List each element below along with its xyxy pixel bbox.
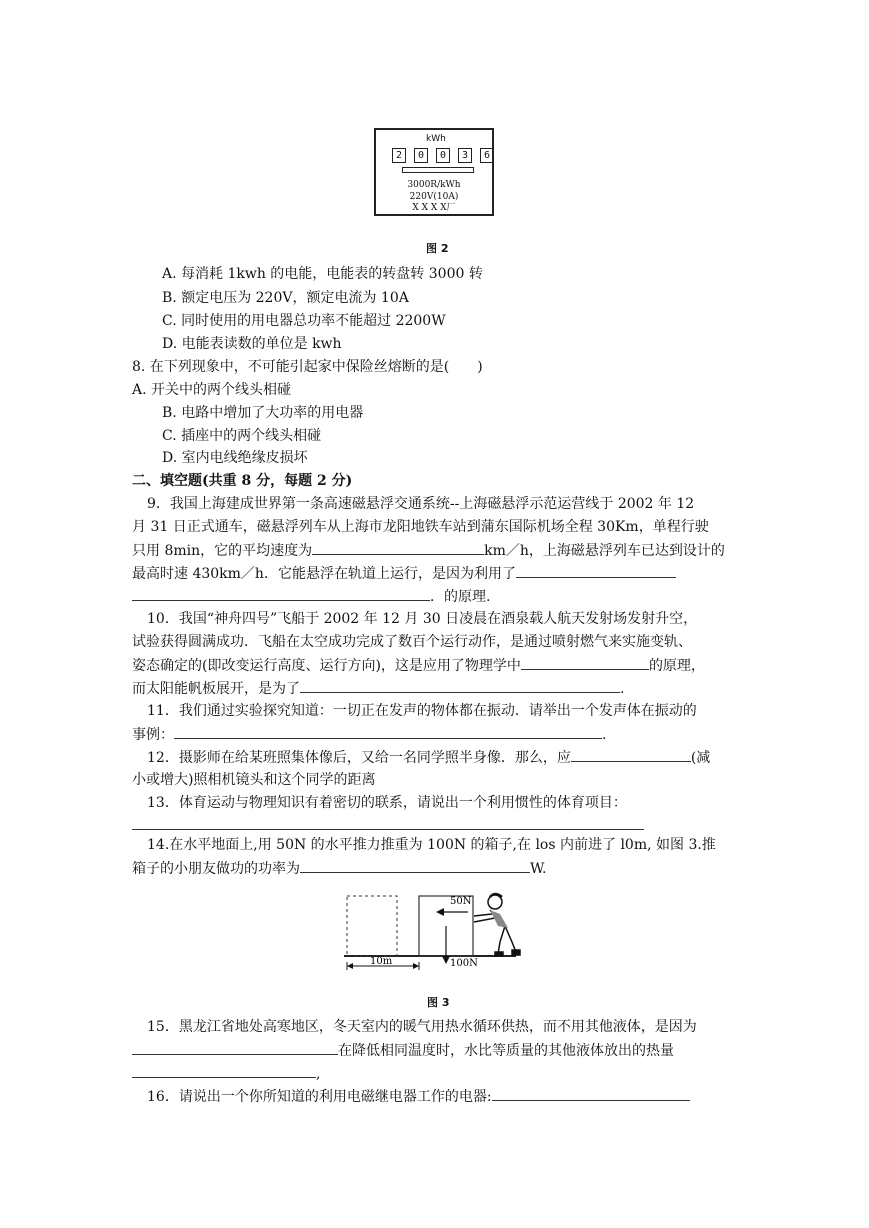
q8-option-d: D. 室内电线绝缘皮损坏	[162, 450, 308, 466]
q15-line-2	[132, 1040, 674, 1061]
force-arrow-icon	[436, 908, 444, 916]
q14-line-1: 14.在水平地面上,用 50N 的水平推力推重为 100N 的箱子,在 los 内前进了 l0m, 如图 3.推	[147, 837, 716, 853]
figure-2-caption: 图 2	[426, 242, 449, 255]
meter-spec-revolutions: 3000R/kWh	[407, 180, 461, 190]
initial-box-outline	[347, 896, 397, 956]
q9-line-4-text: 最高时速 430km／h．它能悬浮在轨道上运行，是因为利用了	[132, 566, 516, 582]
meter-digit: 0	[436, 148, 450, 163]
q8-option-a: A. 开关中的两个线头相碰	[132, 382, 292, 398]
distance-label: 10m	[370, 956, 393, 967]
q10-line-1: 10．我国“神舟四号”飞船于 2002 年 12 月 30 日凌晨在酒泉载人航天发射场发射升空，	[147, 611, 698, 627]
q15-line-3-text: ,	[316, 1066, 321, 1082]
q14-line-2-text-end: W.	[530, 861, 547, 877]
q9-principle-blank-1[interactable]	[516, 563, 676, 578]
meter-digit: 3	[458, 148, 472, 163]
q9-line-3	[132, 540, 725, 561]
q10-line-4	[132, 678, 624, 699]
q7-option-c: C. 同时使用的用电器总功率不能超过 2200W	[162, 313, 446, 329]
q12-line-1-text: 12．摄影师在给某班照集体像后，又给一名同学照半身像．那么，应	[147, 750, 571, 766]
child-pushing-icon	[474, 894, 520, 956]
meter-digit: 2	[392, 148, 406, 163]
q10-line-4-text-end: .	[620, 681, 625, 697]
q9-line-5	[132, 586, 490, 607]
q12-line-2: 小或增大)照相机镜头和这个同学的距离	[132, 772, 376, 788]
q12-line-1-text-end: (减	[690, 750, 711, 766]
q9-line-3-text-end: km／h，上海磁悬浮列车已达到设计的	[484, 543, 725, 559]
q9-line-4	[132, 563, 676, 584]
q7-option-a: A. 每消耗 1kwh 的电能，电能表的转盘转 3000 转	[162, 266, 483, 282]
meter-digit: 6	[480, 148, 494, 163]
electric-meter-figure	[374, 128, 494, 216]
q7-option-d: D. 电能表读数的单位是 kwh	[162, 336, 342, 352]
q7-option-b: B. 额定电压为 220V，额定电流为 10A	[162, 290, 409, 306]
q16-line-1-text: 16．请说出一个你所知道的利用电磁继电器工作的电器:	[147, 1089, 492, 1105]
q12-distance-blank[interactable]	[571, 747, 691, 762]
q11-line-2-text: 事例：	[132, 727, 174, 743]
q9-line-1: 9．我国上海建成世界第一条高速磁悬浮交通系统--上海磁悬浮示范运营线于 2002 年 12	[147, 496, 695, 512]
q8-stem: 8. 在下列现象中，不可能引起家中保险丝熔断的是( )	[132, 359, 483, 375]
force-label: 50N	[450, 896, 472, 907]
q8-option-c: C. 插座中的两个线头相碰	[162, 428, 322, 444]
weight-label: 100N	[450, 958, 478, 969]
meter-unit-label: kWh	[426, 134, 446, 144]
q10-physics-blank[interactable]	[521, 655, 649, 670]
q11-line-2	[132, 724, 606, 745]
meter-disc-window	[402, 167, 474, 173]
push-box-figure	[340, 886, 540, 986]
q11-line-1: 11．我们通过实验探究知道：一切正在发声的物体都在振动．请举出一个发声体在振动的	[147, 703, 697, 719]
q10-line-3	[132, 655, 705, 676]
q15-reason-blank[interactable]	[132, 1040, 338, 1055]
q10-solar-panel-blank[interactable]	[300, 678, 620, 693]
figure-3-caption: 图 3	[427, 996, 450, 1009]
q15-heat-blank[interactable]	[132, 1063, 316, 1078]
q15-line-1: 15．黑龙江省地处高寒地区，冬天室内的暖气用热水循环供热，而不用其他液体，是因为	[147, 1019, 697, 1035]
q10-line-2: 试验获得圆满成功．飞船在太空成功完成了数百个运行动作，是通过喷射燃气来实施变轨、	[132, 634, 692, 650]
q11-line-2-text-end: .	[602, 727, 607, 743]
q14-power-blank[interactable]	[300, 858, 530, 873]
meter-spec-rating: 220V(10A)	[409, 192, 459, 202]
q10-line-3-text: 姿态确定的(即改变运行高度、运行方向)，这是应用了物理学中	[132, 658, 521, 674]
q10-line-4-text: 而太阳能帆板展开，是为了	[132, 681, 300, 697]
section-2-heading: 二、填空题(共重 8 分，每题 2 分)	[132, 473, 353, 489]
q16-line-1	[147, 1086, 690, 1107]
q15-line-3	[132, 1063, 320, 1084]
q14-line-2-text: 箱子的小朋友做功的功率为	[132, 861, 300, 877]
meter-digit: 0	[414, 148, 428, 163]
q12-line-1	[147, 747, 710, 768]
q9-line-2: 月 31 日正式通车，磁悬浮列车从上海市龙阳地铁车站到蒲东国际机场全程 30Km，单程行驶	[132, 519, 709, 535]
q9-line-3-text: 只用 8min，它的平均速度为	[132, 543, 313, 559]
q9-speed-blank[interactable]	[312, 540, 484, 555]
q16-appliance-blank[interactable]	[492, 1086, 690, 1101]
q13-line-1: 13．体育运动与物理知识有着密切的联系，请说出一个利用惯性的体育项目：	[147, 795, 627, 811]
q11-example-blank[interactable]	[174, 724, 602, 739]
q14-line-2	[132, 858, 546, 879]
q10-line-3-text-end: 的原理，	[648, 658, 705, 674]
q13-answer-blank[interactable]	[132, 829, 644, 830]
q9-line-5-text: ．的原理.	[430, 589, 491, 605]
meter-spec-maker: X X X X厂	[412, 203, 456, 213]
q15-line-2-text: 在降低相同温度时，水比等质量的其他液体放出的热量	[338, 1043, 674, 1059]
q9-principle-blank-2[interactable]	[132, 586, 430, 601]
weight-arrow-icon	[442, 956, 450, 964]
q8-option-b: B. 电路中增加了大功率的用电器	[162, 405, 364, 421]
